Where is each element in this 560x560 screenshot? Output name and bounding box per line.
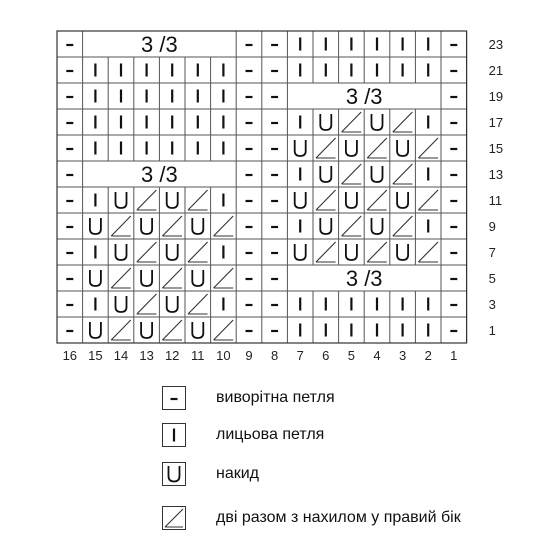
cable-cross-label: 3 /3 xyxy=(141,32,178,57)
k2tog-right-symbol xyxy=(162,506,186,530)
legend-k2tog-right xyxy=(162,505,461,531)
column-number: 1 xyxy=(450,348,458,363)
legend-label: дві разом з нахилом у правий бік xyxy=(216,509,461,526)
yarn-over-symbol xyxy=(162,462,186,486)
row-number: 17 xyxy=(488,115,504,130)
column-number: 6 xyxy=(322,348,330,363)
column-number: 3 xyxy=(398,348,407,363)
column-number: 5 xyxy=(347,348,356,363)
row-number: 15 xyxy=(488,141,504,156)
row-number: 21 xyxy=(488,63,504,78)
column-number: 2 xyxy=(424,348,432,363)
column-number: 13 xyxy=(139,348,154,363)
cable-cross-label: 3 /3 xyxy=(141,162,178,187)
knit-symbol xyxy=(162,423,186,447)
row-number: 5 xyxy=(488,271,496,286)
row-number: 23 xyxy=(488,37,504,52)
row-number: 3 xyxy=(488,297,496,312)
column-number: 11 xyxy=(191,348,205,363)
legend-label: виворітна петля xyxy=(216,389,335,406)
legend-yarn-over xyxy=(162,461,260,487)
legend-knit xyxy=(162,422,325,448)
row-number: 7 xyxy=(488,245,496,260)
column-number: 7 xyxy=(296,348,304,363)
column-number: 16 xyxy=(62,348,78,363)
column-number: 9 xyxy=(245,348,253,363)
column-number: 12 xyxy=(164,348,180,363)
legend-purl xyxy=(162,385,335,411)
row-number: 9 xyxy=(488,219,496,234)
row-number: 19 xyxy=(488,89,504,104)
column-number: 4 xyxy=(373,348,381,363)
cable-cross-label: 3 /3 xyxy=(345,84,383,109)
purl-symbol xyxy=(162,386,186,410)
row-number: 13 xyxy=(488,167,504,182)
row-number: 11 xyxy=(488,193,503,208)
column-number: 14 xyxy=(113,348,129,363)
cable-cross-label: 3 /3 xyxy=(345,266,383,291)
legend-label: накид xyxy=(216,465,260,482)
legend-label: лицьова петля xyxy=(216,426,325,443)
row-number: 1 xyxy=(488,323,496,338)
column-number: 10 xyxy=(216,348,231,363)
column-number: 8 xyxy=(270,348,279,363)
column-number: 15 xyxy=(88,348,103,363)
